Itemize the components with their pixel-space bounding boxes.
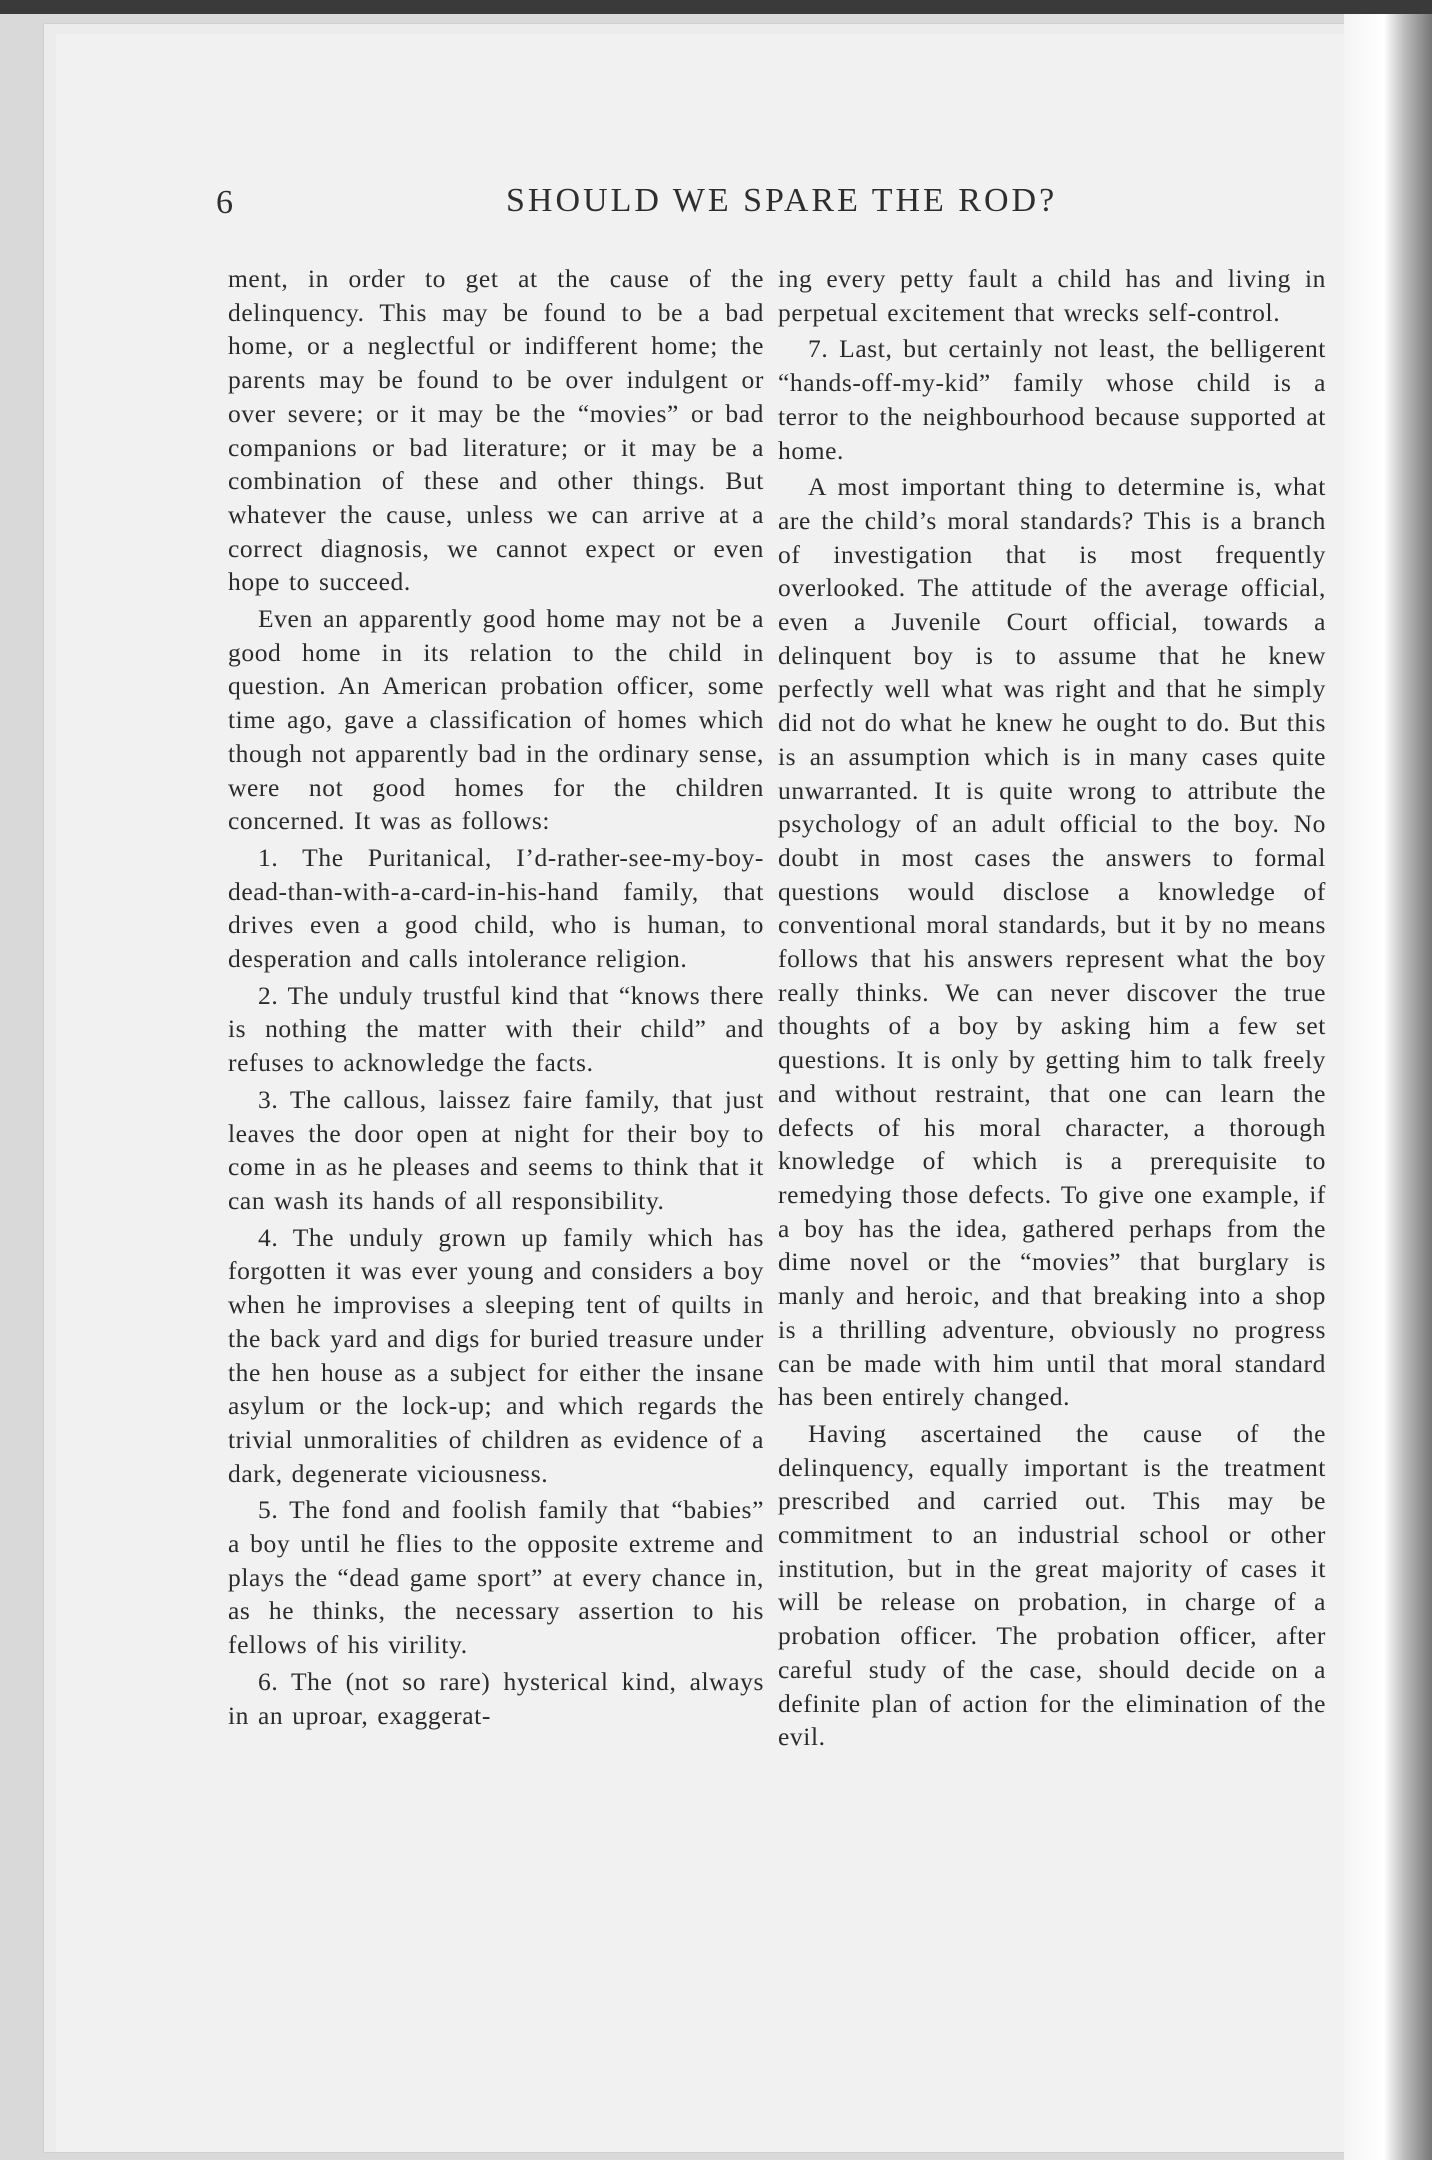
page-header xyxy=(216,182,1336,232)
paragraph: A most important thing to determine is, what are the child’s moral standards? This is a branch of investigation that is most frequently overlooked. The attitude of the average official, even a Juvenile Court official, towards a delinquent boy is to assume that he knew perfectly well what was right and that he simply did not do what he knew he ought to do. But this is an assumption which is in many cases quite unwarranted. It is quite wrong to attribute the psychology of an adult official to the boy. No doubt in most cases the answers to formal questions would disclose a knowledge of conventional moral standards, but it by no means follows that his answers represent what the boy really thinks. We can never discover the true thoughts of a boy by asking him a few set questions. It is only by getting him to talk freely and without restraint, that one can learn the defects of his moral character, a thorough knowledge of which is a prerequisite to remedying those defects. To give one example, if a boy has the idea, gathered perhaps from the dime novel or the “movies” that burglary is manly and heroic, and that breaking into a shop is a thrilling adventure, obviously no progress can be made with him until that moral standard has been entirely changed. xyxy=(778,472,1327,1412)
right-column xyxy=(778,262,1326,1754)
paragraph: Having ascertained the cause of the delinquency, equally important is the treatment prescribed and carried out. This may be commitment to an industrial school or other institution, but in the great majority of cases it will be release on probation, in charge of a probation officer. The probation officer, after careful study of the case, should decide on a definite plan of action for the elimination of the evil. xyxy=(778,1418,1326,1752)
list-item: 4. The unduly grown up family which has forgotten it was ever young and considers a boy when he improvises a sleeping tent of quilts in the back yard and digs for buried treasure under the hen house as a subject for either the insane asylum or the lock-up; and which regards the trivial unmoralities of children as evidence of a dark, degenerate viciousness. xyxy=(228,1222,764,1488)
paragraph: Even an apparently good home may not be a good home in its relation to the child in question. An American probation officer, some time ago, gave a classification of homes which though not apparently bad in the ordinary sense, were not good homes for the children concerned. It was as follows: xyxy=(228,604,764,836)
list-item: ing every petty fault a child has and living in perpetual excitement that wrecks self-control. xyxy=(778,264,1326,327)
list-item: 6. The (not so rare) hysterical kind, always in an uproar, exaggerat- xyxy=(228,1666,764,1730)
list-item: 1. The Puritanical, I’d-rather-see-my-boy-dead-than-with-a-card-in-his-hand family, that drives even a good child, who is human, to desperation and calls intolerance religion. xyxy=(228,842,764,974)
list-item: 3. The callous, laissez faire family, that just leaves the door open at night for their boy to come in as he pleases and seems to think that it can wash its hands of all responsibility. xyxy=(228,1084,764,1215)
list-item: 2. The unduly trustful kind that “knows there is nothing the matter with their child” and refuses to acknowledge the facts. xyxy=(228,980,764,1078)
page-number: 6 xyxy=(216,184,234,221)
running-title: SHOULD WE SPARE THE ROD? xyxy=(506,182,1058,219)
page-edge-shadow xyxy=(1344,14,1432,2160)
left-column xyxy=(228,262,764,1732)
paragraph: ment, in order to get at the cause of the delinquency. This may be found to be a bad home, or a neglectful or indifferent home; the parents may be found to be over indulgent or over severe; or it may be the “movies” or bad companions or bad literature; or it may be a combination of these and other things. But whatever the cause, unless we can arrive at a correct diagnosis, we cannot expect or even hope to succeed. xyxy=(228,264,764,597)
list-item: 7. Last, but certainly not least, the belligerent “hands-off-my-kid” family whose child is a terror to the neighbourhood because supported at home. xyxy=(778,334,1326,465)
list-item: 5. The fond and foolish family that “babies” a boy until he flies to the opposite extreme and plays the “dead game sport” at every chance in, as he thinks, the necessary assertion to his fellows of his virility. xyxy=(228,1495,764,1660)
